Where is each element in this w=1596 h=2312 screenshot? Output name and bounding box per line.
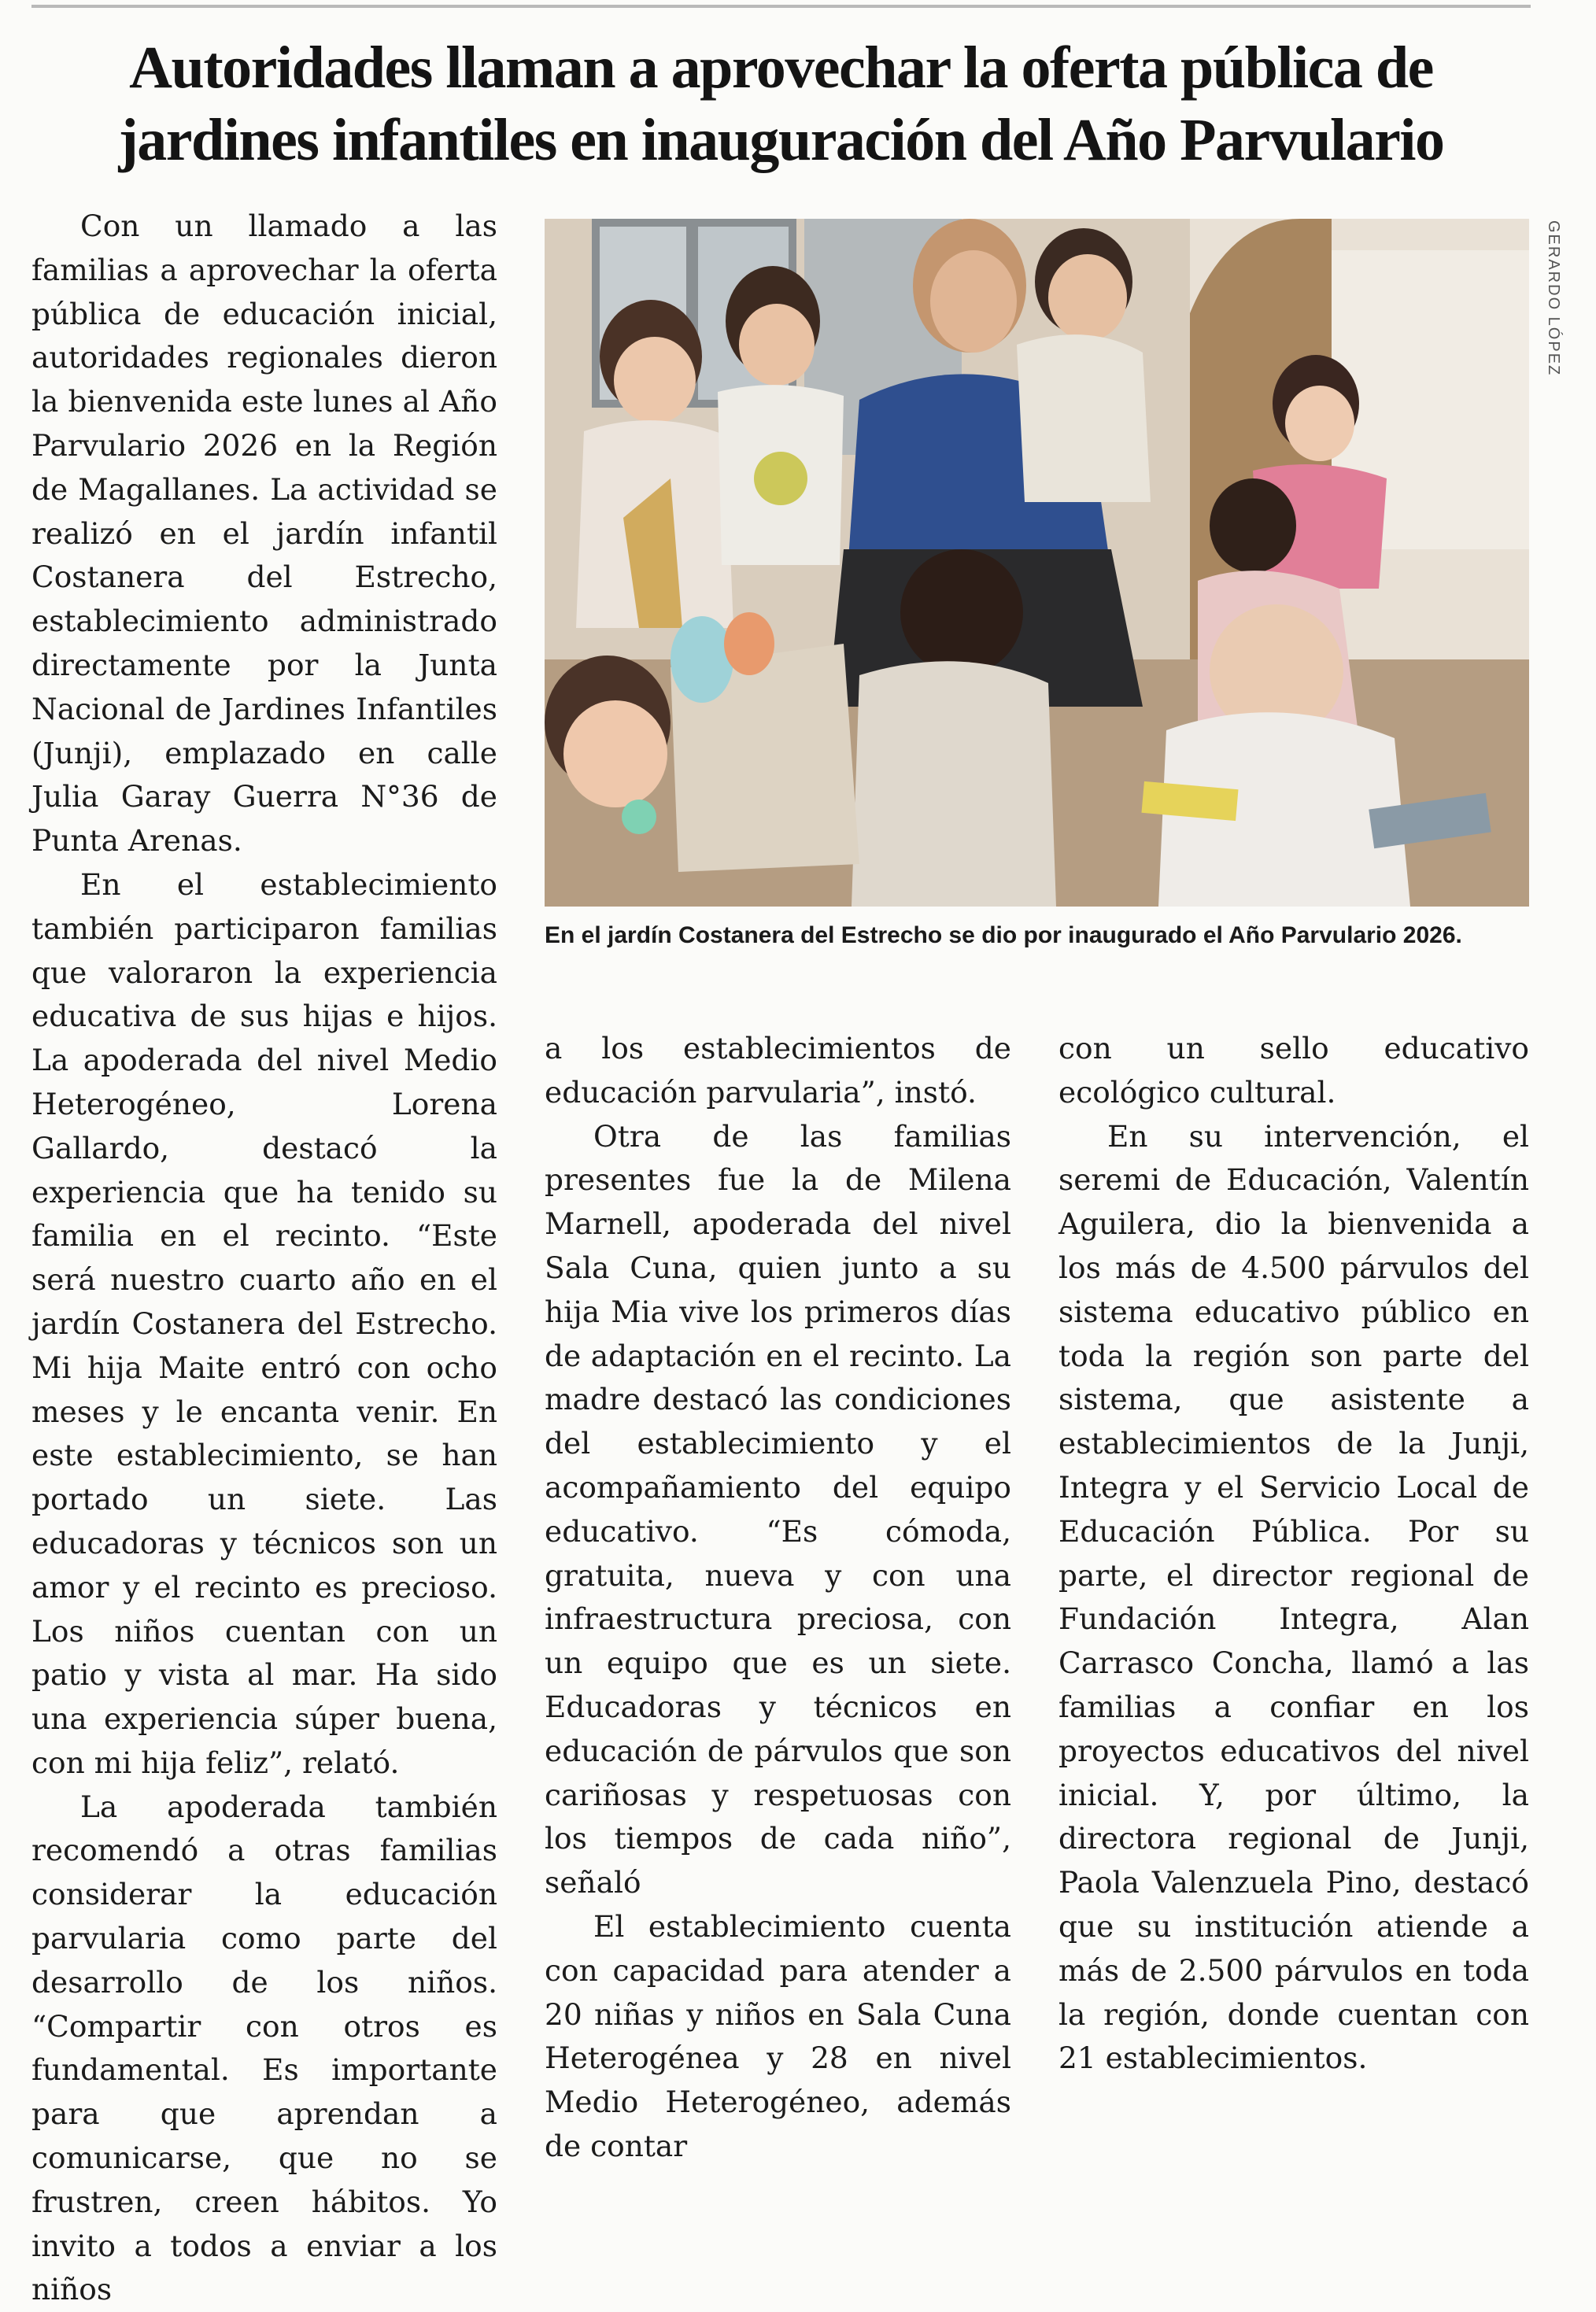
paragraph: En su intervención, el seremi de Educación, Valentín Aguilera, dio la bienvenida a los más de 4.500 párvulos del sistema educativo público en toda la región son parte del sistema, que asistente a establecimientos de la Junji, Integra y el Servicio Local de Educación Pública. Por su parte, el director regional de Fundación Integra, Alan Carrasco Concha, llamó a las familias a confiar en los proyectos educativos del nivel inicial. Y, por último, la directora regional de Junji, Paola Valenzuela Pino, destacó que su institución atiende a más de 2.500 párvulos en toda la región, donde cuentan con 21 establecimientos. xyxy=(1058,1118,1529,2076)
paragraph: La apoderada también recomendó a otras familias considerar la educación parvularia como parte del desarrollo de los niños. “Compartir con otros es fundamental. Es importante para que aprendan a comunicarse, que no se frustren, creen hábitos. Yo invito a todos a enviar a los niños xyxy=(31,1789,497,2307)
top-rule xyxy=(31,5,1531,8)
paragraph: Con un llamado a las familias a aprovechar la oferta pública de educación inicial, autoridades regionales dieron la bienvenida este lunes al Año Parvulario 2026 en la Región de Magallanes. La actividad se realizó en el jardín infantil Costanera del Estrecho, establecimiento administrado directamente por la Junta Nacional de Jardines Infantiles (Junji), emplazado en calle Julia Garay Guerra N°36 de Punta Arenas. xyxy=(31,209,497,859)
paragraph: En el establecimiento también participaron familias que valoraron la experiencia educativa de sus hijas e hijos. La apoderada del nivel Medio Heterogéneo, Lorena Gallardo, destacó la experiencia que ha tenido su familia en el recinto. “Este será nuestro cuarto año en el jardín Costanera del Estrecho. Mi hija Maite entró con ocho meses y le encanta venir. En este establecimiento, se han portado un siete. Las educadoras y técnicos son un amor y el recinto es precioso. Los niños cuentan con un patio y vista al mar. Ha sido una experiencia súper buena, con mi hija feliz”, relató. xyxy=(31,866,497,1780)
photo-illustration xyxy=(545,219,1529,907)
headline xyxy=(31,31,1531,176)
photo-credit: GERARDO LÓPEZ xyxy=(1545,220,1562,377)
paragraph: con un sello educativo ecológico cultural. xyxy=(1058,1031,1529,1110)
article-photo xyxy=(545,219,1529,907)
headline-line-1: Autoridades llaman a aprovechar la oferta pública de xyxy=(129,35,1433,101)
headline-line-2: jardines infantiles en inauguración del Año Parvulario xyxy=(118,107,1444,173)
paragraph: El establecimiento cuenta con capacidad para atender a 20 niñas y niños en Sala Cuna Heterogénea y 28 en nivel Medio Heterogéneo, además de contar xyxy=(545,1908,1011,2163)
column-1 xyxy=(31,205,497,2312)
paragraph: Otra de las familias presentes fue la de Milena Marnell, apoderada del nivel Sala Cuna, quien junto a su hija Mia vive los primeros días de adaptación en el recinto. La madre destacó las condiciones del establecimiento y el acompañamiento del equipo educativo. “Es cómoda, gratuita, nueva y con una infraestructura preciosa, con un equipo que es un siete. Educadoras y técnicos en educación de párvulos que son cariñosas y respetuosas con los tiempos de cada niño”, señaló xyxy=(545,1118,1011,1900)
photo-caption: En el jardín Costanera del Estrecho se dio por inaugurado el Año Parvulario 2026. xyxy=(545,922,1462,948)
paragraph: a los establecimientos de educación parvularia”, instó. xyxy=(545,1031,1011,1110)
column-3 xyxy=(1058,1027,1529,2081)
column-2 xyxy=(545,1027,1011,2169)
